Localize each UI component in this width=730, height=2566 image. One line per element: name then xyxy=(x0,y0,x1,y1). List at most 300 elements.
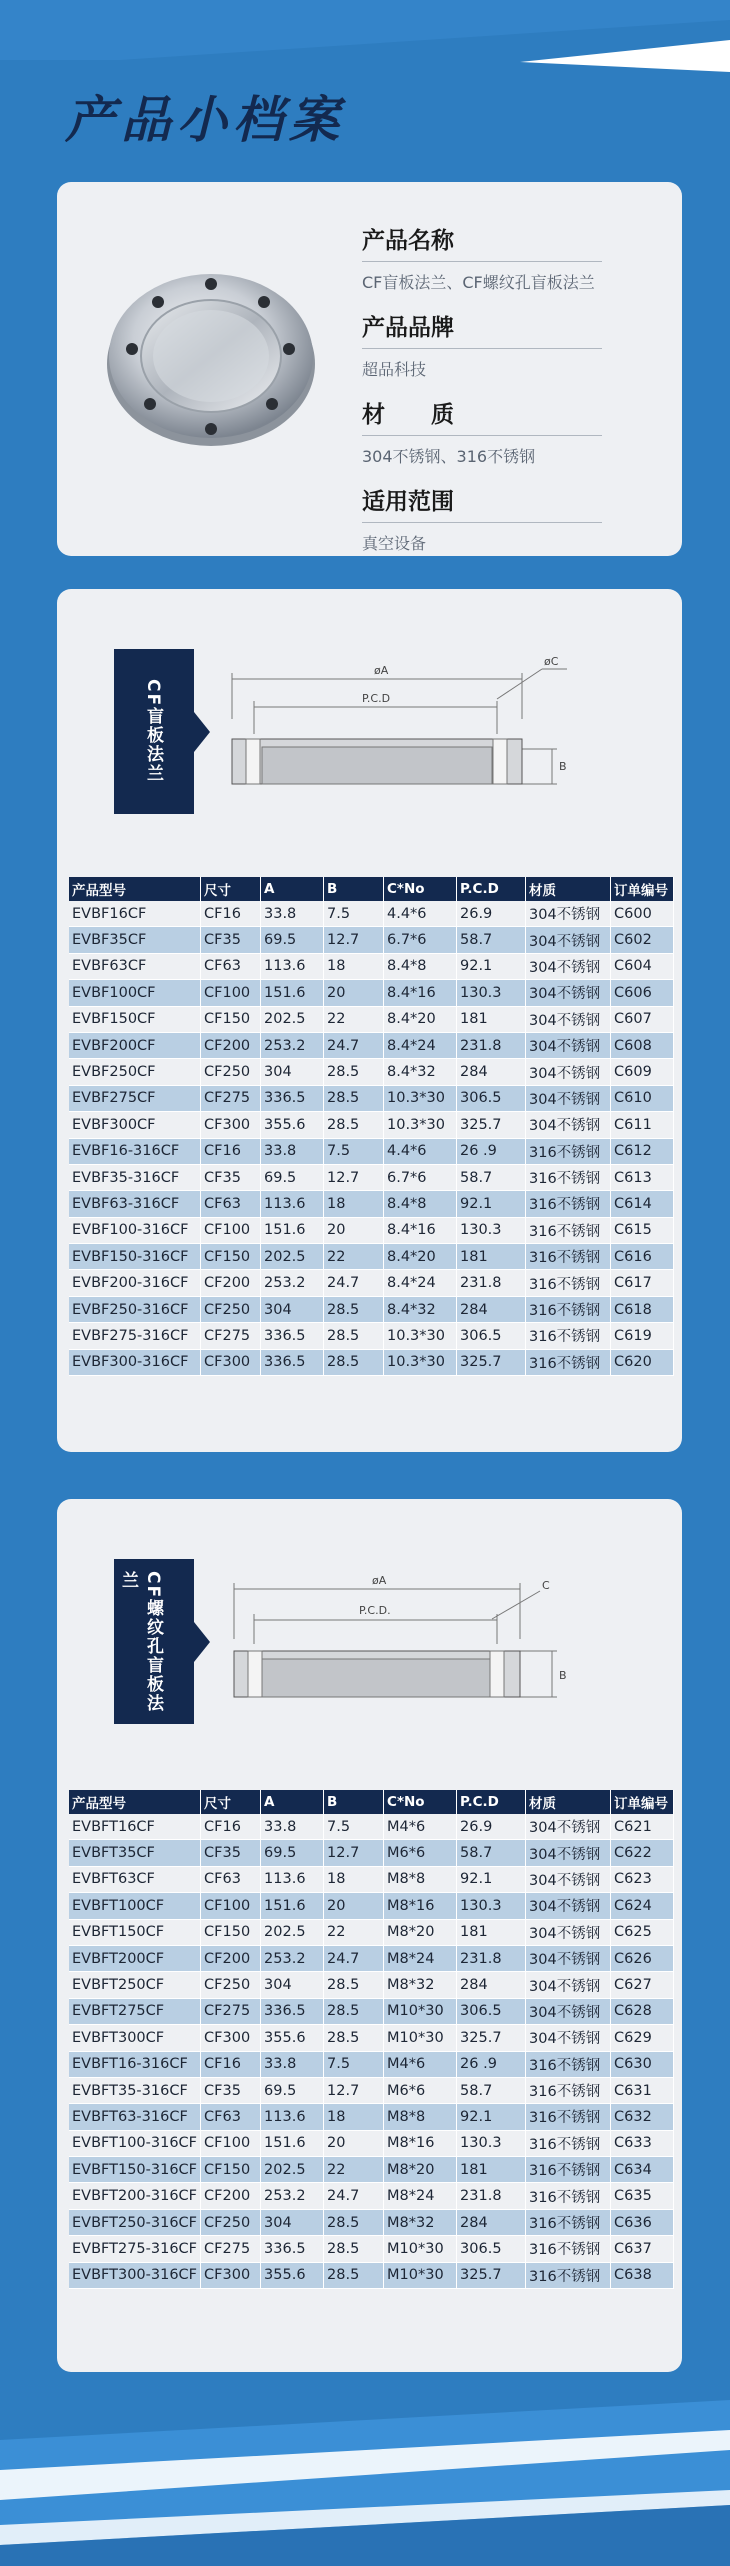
cell-size: CF300 xyxy=(201,2025,261,2051)
table-row xyxy=(69,1244,674,1270)
cell-size: CF63 xyxy=(201,953,261,979)
dim-a-label: øA xyxy=(374,664,389,677)
cell-material: 304不锈钢 xyxy=(526,1814,611,1840)
cell-a: 253.2 xyxy=(261,2183,324,2209)
cell-pcd: 284 xyxy=(457,1972,526,1998)
header-a: A xyxy=(261,877,324,901)
header-c-no: C*No xyxy=(384,877,457,901)
cell-pcd: 58.7 xyxy=(457,927,526,953)
cell-pcd: 284 xyxy=(457,2209,526,2235)
cell-c-no: M4*6 xyxy=(384,2051,457,2077)
cell-size: CF100 xyxy=(201,1217,261,1243)
page-title: 产品小档案 xyxy=(65,91,345,149)
cell-b: 28.5 xyxy=(324,2209,384,2235)
cell-order-no: C616 xyxy=(611,1244,674,1270)
cell-a: 336.5 xyxy=(261,1085,324,1111)
cell-c-no: 8.4*8 xyxy=(384,953,457,979)
divider xyxy=(362,261,602,262)
cell-model: EVBF100-316CF xyxy=(69,1217,201,1243)
cell-size: CF100 xyxy=(201,980,261,1006)
cell-pcd: 26 .9 xyxy=(457,2051,526,2077)
cell-size: CF250 xyxy=(201,2209,261,2235)
flange-technical-drawing xyxy=(222,639,622,819)
cell-material: 316不锈钢 xyxy=(526,2051,611,2077)
product-profile-card xyxy=(57,182,682,556)
cell-b: 28.5 xyxy=(324,1059,384,1085)
table-row xyxy=(69,1840,674,1866)
cell-material: 304不锈钢 xyxy=(526,1919,611,1945)
table-row xyxy=(69,2236,674,2262)
cell-pcd: 306.5 xyxy=(457,2236,526,2262)
header-size: 尺寸 xyxy=(201,1790,261,1814)
cell-a: 355.6 xyxy=(261,2262,324,2288)
cell-c-no: 8.4*8 xyxy=(384,1191,457,1217)
cf-blank-flange-photo xyxy=(104,264,319,449)
cell-b: 20 xyxy=(324,2130,384,2156)
cell-c-no: M6*6 xyxy=(384,2077,457,2103)
cell-a: 33.8 xyxy=(261,901,324,927)
cell-pcd: 231.8 xyxy=(457,1270,526,1296)
table-row xyxy=(69,1296,674,1322)
cell-order-no: C628 xyxy=(611,1998,674,2024)
cell-order-no: C631 xyxy=(611,2077,674,2103)
cell-material: 304不锈钢 xyxy=(526,980,611,1006)
cell-size: CF150 xyxy=(201,1244,261,1270)
cell-model: EVBF100CF xyxy=(69,980,201,1006)
cell-a: 69.5 xyxy=(261,927,324,953)
cell-order-no: C618 xyxy=(611,1296,674,1322)
cell-b: 20 xyxy=(324,1893,384,1919)
cell-order-no: C634 xyxy=(611,2157,674,2183)
cell-model: EVBFT35-316CF xyxy=(69,2077,201,2103)
cell-pcd: 92.1 xyxy=(457,1191,526,1217)
cell-c-no: 8.4*20 xyxy=(384,1006,457,1032)
product-brand-value: 超品科技 xyxy=(362,360,427,379)
cell-c-no: M8*8 xyxy=(384,2104,457,2130)
cell-c-no: M10*30 xyxy=(384,2236,457,2262)
cell-c-no: M8*32 xyxy=(384,1972,457,1998)
cell-a: 336.5 xyxy=(261,1998,324,2024)
cell-material: 316不锈钢 xyxy=(526,1244,611,1270)
cell-order-no: C607 xyxy=(611,1006,674,1032)
cell-a: 113.6 xyxy=(261,2104,324,2130)
table-row xyxy=(69,2157,674,2183)
cell-b: 22 xyxy=(324,1919,384,1945)
cell-b: 22 xyxy=(324,1244,384,1270)
table-row xyxy=(69,1059,674,1085)
table-row xyxy=(69,2209,674,2235)
cell-model: EVBF150CF xyxy=(69,1006,201,1032)
cell-model: EVBF16CF xyxy=(69,901,201,927)
flange-technical-drawing xyxy=(222,1569,622,1739)
material-label: 材 质 xyxy=(362,402,454,428)
cell-order-no: C600 xyxy=(611,901,674,927)
cell-order-no: C637 xyxy=(611,2236,674,2262)
table-row xyxy=(69,1112,674,1138)
cell-model: EVBFT63-316CF xyxy=(69,2104,201,2130)
cell-a: 336.5 xyxy=(261,1323,324,1349)
cell-size: CF275 xyxy=(201,1085,261,1111)
cell-model: EVBF150-316CF xyxy=(69,1244,201,1270)
cell-c-no: 8.4*20 xyxy=(384,1244,457,1270)
cell-material: 316不锈钢 xyxy=(526,1323,611,1349)
cell-a: 33.8 xyxy=(261,1814,324,1840)
table-row xyxy=(69,2104,674,2130)
cell-pcd: 58.7 xyxy=(457,1840,526,1866)
cell-a: 355.6 xyxy=(261,2025,324,2051)
table-row xyxy=(69,901,674,927)
cell-c-no: 6.7*6 xyxy=(384,1164,457,1190)
cell-b: 18 xyxy=(324,953,384,979)
cell-order-no: C620 xyxy=(611,1349,674,1375)
cell-size: CF150 xyxy=(201,1919,261,1945)
section-tag xyxy=(114,649,194,814)
cell-a: 151.6 xyxy=(261,2130,324,2156)
section-tag xyxy=(114,1559,194,1724)
cell-model: EVBFT150-316CF xyxy=(69,2157,201,2183)
cell-model: EVBFT100CF xyxy=(69,1893,201,1919)
cell-pcd: 231.8 xyxy=(457,2183,526,2209)
cell-material: 316不锈钢 xyxy=(526,2157,611,2183)
cell-a: 336.5 xyxy=(261,2236,324,2262)
cell-c-no: 10.3*30 xyxy=(384,1349,457,1375)
cell-c-no: M8*8 xyxy=(384,1866,457,1892)
cell-material: 316不锈钢 xyxy=(526,2236,611,2262)
header-model: 产品型号 xyxy=(69,1790,201,1814)
cell-pcd: 130.3 xyxy=(457,1217,526,1243)
section-tag-text: CF盲板法兰 xyxy=(143,679,163,784)
cell-order-no: C614 xyxy=(611,1191,674,1217)
cell-c-no: M8*16 xyxy=(384,1893,457,1919)
cell-a: 202.5 xyxy=(261,2157,324,2183)
cell-c-no: 10.3*30 xyxy=(384,1323,457,1349)
cell-b: 7.5 xyxy=(324,2051,384,2077)
cell-material: 304不锈钢 xyxy=(526,1059,611,1085)
cell-size: CF250 xyxy=(201,1296,261,1322)
cell-b: 24.7 xyxy=(324,2183,384,2209)
header-material: 材质 xyxy=(526,1790,611,1814)
dim-pcd-label: P.C.D xyxy=(362,692,391,705)
cell-a: 253.2 xyxy=(261,1945,324,1971)
cell-b: 28.5 xyxy=(324,1972,384,1998)
cell-c-no: 8.4*32 xyxy=(384,1296,457,1322)
table-row xyxy=(69,1138,674,1164)
cell-size: CF300 xyxy=(201,1349,261,1375)
cell-order-no: C623 xyxy=(611,1866,674,1892)
cell-a: 253.2 xyxy=(261,1032,324,1058)
cell-model: EVBF300-316CF xyxy=(69,1349,201,1375)
cell-order-no: C610 xyxy=(611,1085,674,1111)
cell-c-no: 8.4*24 xyxy=(384,1270,457,1296)
tag-arrow xyxy=(194,1622,210,1662)
cell-size: CF35 xyxy=(201,2077,261,2103)
cell-order-no: C621 xyxy=(611,1814,674,1840)
product-info xyxy=(362,222,662,570)
table-row xyxy=(69,1085,674,1111)
cell-pcd: 306.5 xyxy=(457,1323,526,1349)
cell-pcd: 231.8 xyxy=(457,1032,526,1058)
cell-size: CF200 xyxy=(201,1945,261,1971)
cell-size: CF200 xyxy=(201,1032,261,1058)
application-value: 真空设备 xyxy=(362,534,427,553)
cell-pcd: 284 xyxy=(457,1059,526,1085)
cell-size: CF100 xyxy=(201,1893,261,1919)
section-tag-text: CF螺纹孔盲板法兰 xyxy=(118,1571,163,1714)
cell-model: EVBFT275-316CF xyxy=(69,2236,201,2262)
cell-model: EVBFT35CF xyxy=(69,1840,201,1866)
cell-material: 316不锈钢 xyxy=(526,2130,611,2156)
cell-b: 18 xyxy=(324,1191,384,1217)
cell-a: 69.5 xyxy=(261,1840,324,1866)
cell-b: 28.5 xyxy=(324,2236,384,2262)
cell-model: EVBFT63CF xyxy=(69,1866,201,1892)
cf-threaded-blank-flange-card xyxy=(57,1499,682,2372)
cell-order-no: C606 xyxy=(611,980,674,1006)
cell-order-no: C602 xyxy=(611,927,674,953)
cell-b: 28.5 xyxy=(324,1323,384,1349)
header-a: A xyxy=(261,1790,324,1814)
cell-size: CF275 xyxy=(201,2236,261,2262)
cell-c-no: M8*16 xyxy=(384,2130,457,2156)
header-material: 材质 xyxy=(526,877,611,901)
table-row xyxy=(69,2262,674,2288)
cell-material: 304不锈钢 xyxy=(526,901,611,927)
cell-pcd: 92.1 xyxy=(457,1866,526,1892)
cf-threaded-blank-flange-table xyxy=(69,1790,674,2289)
cell-pcd: 181 xyxy=(457,1919,526,1945)
cell-model: EVBFT300-316CF xyxy=(69,2262,201,2288)
cell-b: 7.5 xyxy=(324,1138,384,1164)
cell-size: CF63 xyxy=(201,2104,261,2130)
cell-material: 304不锈钢 xyxy=(526,1085,611,1111)
dim-c-label: C xyxy=(542,1579,550,1592)
cell-b: 24.7 xyxy=(324,1270,384,1296)
header-b: B xyxy=(324,877,384,901)
product-name-label: 产品名称 xyxy=(362,228,454,254)
cell-a: 253.2 xyxy=(261,1270,324,1296)
cell-a: 69.5 xyxy=(261,1164,324,1190)
cell-c-no: 4.4*6 xyxy=(384,1138,457,1164)
cell-c-no: M8*20 xyxy=(384,1919,457,1945)
cell-order-no: C611 xyxy=(611,1112,674,1138)
cell-material: 316不锈钢 xyxy=(526,1164,611,1190)
table-row xyxy=(69,1998,674,2024)
table-row xyxy=(69,2025,674,2051)
cell-order-no: C613 xyxy=(611,1164,674,1190)
cell-a: 336.5 xyxy=(261,1349,324,1375)
cell-size: CF16 xyxy=(201,901,261,927)
cell-model: EVBF16-316CF xyxy=(69,1138,201,1164)
cell-size: CF35 xyxy=(201,1840,261,1866)
cell-c-no: 8.4*24 xyxy=(384,1032,457,1058)
divider xyxy=(362,522,602,523)
cell-material: 316不锈钢 xyxy=(526,2104,611,2130)
cell-c-no: M6*6 xyxy=(384,1840,457,1866)
cell-a: 304 xyxy=(261,1972,324,1998)
cell-c-no: M8*32 xyxy=(384,2209,457,2235)
cell-material: 304不锈钢 xyxy=(526,1032,611,1058)
cell-size: CF275 xyxy=(201,1323,261,1349)
tag-arrow xyxy=(194,712,210,752)
cell-size: CF300 xyxy=(201,1112,261,1138)
cell-model: EVBFT250CF xyxy=(69,1972,201,1998)
header-size: 尺寸 xyxy=(201,877,261,901)
cell-model: EVBF275-316CF xyxy=(69,1323,201,1349)
table-row xyxy=(69,927,674,953)
cell-a: 304 xyxy=(261,1296,324,1322)
cell-pcd: 306.5 xyxy=(457,1085,526,1111)
cell-pcd: 130.3 xyxy=(457,2130,526,2156)
cell-material: 316不锈钢 xyxy=(526,2262,611,2288)
cell-material: 304不锈钢 xyxy=(526,1840,611,1866)
dim-a-label: øA xyxy=(372,1574,387,1587)
cell-order-no: C609 xyxy=(611,1059,674,1085)
table-row xyxy=(69,1866,674,1892)
cell-a: 151.6 xyxy=(261,1217,324,1243)
header-b: B xyxy=(324,1790,384,1814)
cell-material: 304不锈钢 xyxy=(526,1112,611,1138)
table-row xyxy=(69,1217,674,1243)
cell-a: 33.8 xyxy=(261,1138,324,1164)
cf-blank-flange-card xyxy=(57,589,682,1452)
table-row xyxy=(69,1164,674,1190)
cell-order-no: C625 xyxy=(611,1919,674,1945)
table-row xyxy=(69,1814,674,1840)
cell-order-no: C622 xyxy=(611,1840,674,1866)
cell-material: 304不锈钢 xyxy=(526,1893,611,1919)
cell-b: 18 xyxy=(324,1866,384,1892)
cell-model: EVBF275CF xyxy=(69,1085,201,1111)
cell-model: EVBF300CF xyxy=(69,1112,201,1138)
cell-a: 304 xyxy=(261,2209,324,2235)
cell-material: 316不锈钢 xyxy=(526,1217,611,1243)
cell-size: CF150 xyxy=(201,2157,261,2183)
cell-a: 151.6 xyxy=(261,980,324,1006)
cell-pcd: 325.7 xyxy=(457,2025,526,2051)
cell-pcd: 130.3 xyxy=(457,980,526,1006)
cell-b: 28.5 xyxy=(324,1085,384,1111)
table-row xyxy=(69,2077,674,2103)
cell-pcd: 92.1 xyxy=(457,953,526,979)
cell-material: 304不锈钢 xyxy=(526,953,611,979)
cell-material: 304不锈钢 xyxy=(526,1998,611,2024)
cell-a: 113.6 xyxy=(261,953,324,979)
cell-size: CF300 xyxy=(201,2262,261,2288)
cell-c-no: M10*30 xyxy=(384,1998,457,2024)
cell-model: EVBF35-316CF xyxy=(69,1164,201,1190)
cell-size: CF63 xyxy=(201,1191,261,1217)
table-row xyxy=(69,953,674,979)
table-row xyxy=(69,980,674,1006)
cell-a: 202.5 xyxy=(261,1919,324,1945)
table-row xyxy=(69,1191,674,1217)
cell-material: 316不锈钢 xyxy=(526,2077,611,2103)
cell-c-no: M10*30 xyxy=(384,2025,457,2051)
cell-order-no: C627 xyxy=(611,1972,674,1998)
table-row xyxy=(69,1270,674,1296)
cell-c-no: M8*24 xyxy=(384,2183,457,2209)
cell-model: EVBFT300CF xyxy=(69,2025,201,2051)
cell-material: 304不锈钢 xyxy=(526,1972,611,1998)
cell-b: 28.5 xyxy=(324,2262,384,2288)
cell-material: 316不锈钢 xyxy=(526,2209,611,2235)
cell-b: 28.5 xyxy=(324,2025,384,2051)
cell-b: 24.7 xyxy=(324,1945,384,1971)
cell-b: 28.5 xyxy=(324,1349,384,1375)
cell-b: 18 xyxy=(324,2104,384,2130)
cell-b: 22 xyxy=(324,1006,384,1032)
cell-c-no: 8.4*16 xyxy=(384,1217,457,1243)
cell-b: 28.5 xyxy=(324,1998,384,2024)
cell-model: EVBFT275CF xyxy=(69,1998,201,2024)
cell-model: EVBFT16-316CF xyxy=(69,2051,201,2077)
cell-b: 22 xyxy=(324,2157,384,2183)
cell-a: 202.5 xyxy=(261,1006,324,1032)
table-row xyxy=(69,1972,674,1998)
cell-a: 202.5 xyxy=(261,1244,324,1270)
cell-order-no: C632 xyxy=(611,2104,674,2130)
cell-order-no: C636 xyxy=(611,2209,674,2235)
table-row xyxy=(69,1945,674,1971)
cell-model: EVBFT200CF xyxy=(69,1945,201,1971)
cell-material: 316不锈钢 xyxy=(526,1270,611,1296)
table-row xyxy=(69,1032,674,1058)
dim-b-label: B xyxy=(559,760,567,773)
dim-pcd-label: P.C.D. xyxy=(359,1604,391,1617)
cell-order-no: C624 xyxy=(611,1893,674,1919)
cell-order-no: C608 xyxy=(611,1032,674,1058)
cell-order-no: C630 xyxy=(611,2051,674,2077)
cell-model: EVBFT100-316CF xyxy=(69,2130,201,2156)
cell-a: 33.8 xyxy=(261,2051,324,2077)
cell-size: CF35 xyxy=(201,1164,261,1190)
cell-b: 12.7 xyxy=(324,927,384,953)
cell-model: EVBF63-316CF xyxy=(69,1191,201,1217)
header-pcd: P.C.D xyxy=(457,1790,526,1814)
cell-b: 20 xyxy=(324,1217,384,1243)
cell-size: CF16 xyxy=(201,1814,261,1840)
cell-model: EVBFT200-316CF xyxy=(69,2183,201,2209)
cell-order-no: C635 xyxy=(611,2183,674,2209)
cell-c-no: 4.4*6 xyxy=(384,901,457,927)
cell-c-no: M4*6 xyxy=(384,1814,457,1840)
divider xyxy=(362,435,602,436)
cell-size: CF200 xyxy=(201,2183,261,2209)
cell-model: EVBF250CF xyxy=(69,1059,201,1085)
table-row xyxy=(69,2130,674,2156)
cell-model: EVBFT16CF xyxy=(69,1814,201,1840)
product-name-value: CF盲板法兰、CF螺纹孔盲板法兰 xyxy=(362,273,595,292)
cell-pcd: 284 xyxy=(457,1296,526,1322)
cell-b: 12.7 xyxy=(324,2077,384,2103)
cell-material: 316不锈钢 xyxy=(526,1191,611,1217)
cell-model: EVBF200-316CF xyxy=(69,1270,201,1296)
cell-a: 151.6 xyxy=(261,1893,324,1919)
header-model: 产品型号 xyxy=(69,877,201,901)
cell-pcd: 92.1 xyxy=(457,2104,526,2130)
cell-model: EVBF200CF xyxy=(69,1032,201,1058)
cell-b: 28.5 xyxy=(324,1112,384,1138)
cell-material: 316不锈钢 xyxy=(526,1349,611,1375)
cell-size: CF16 xyxy=(201,2051,261,2077)
cell-material: 304不锈钢 xyxy=(526,1945,611,1971)
cell-size: CF200 xyxy=(201,1270,261,1296)
cell-material: 304不锈钢 xyxy=(526,1006,611,1032)
cell-model: EVBFT150CF xyxy=(69,1919,201,1945)
cell-pcd: 58.7 xyxy=(457,1164,526,1190)
header-c-no: C*No xyxy=(384,1790,457,1814)
cell-pcd: 26 .9 xyxy=(457,1138,526,1164)
